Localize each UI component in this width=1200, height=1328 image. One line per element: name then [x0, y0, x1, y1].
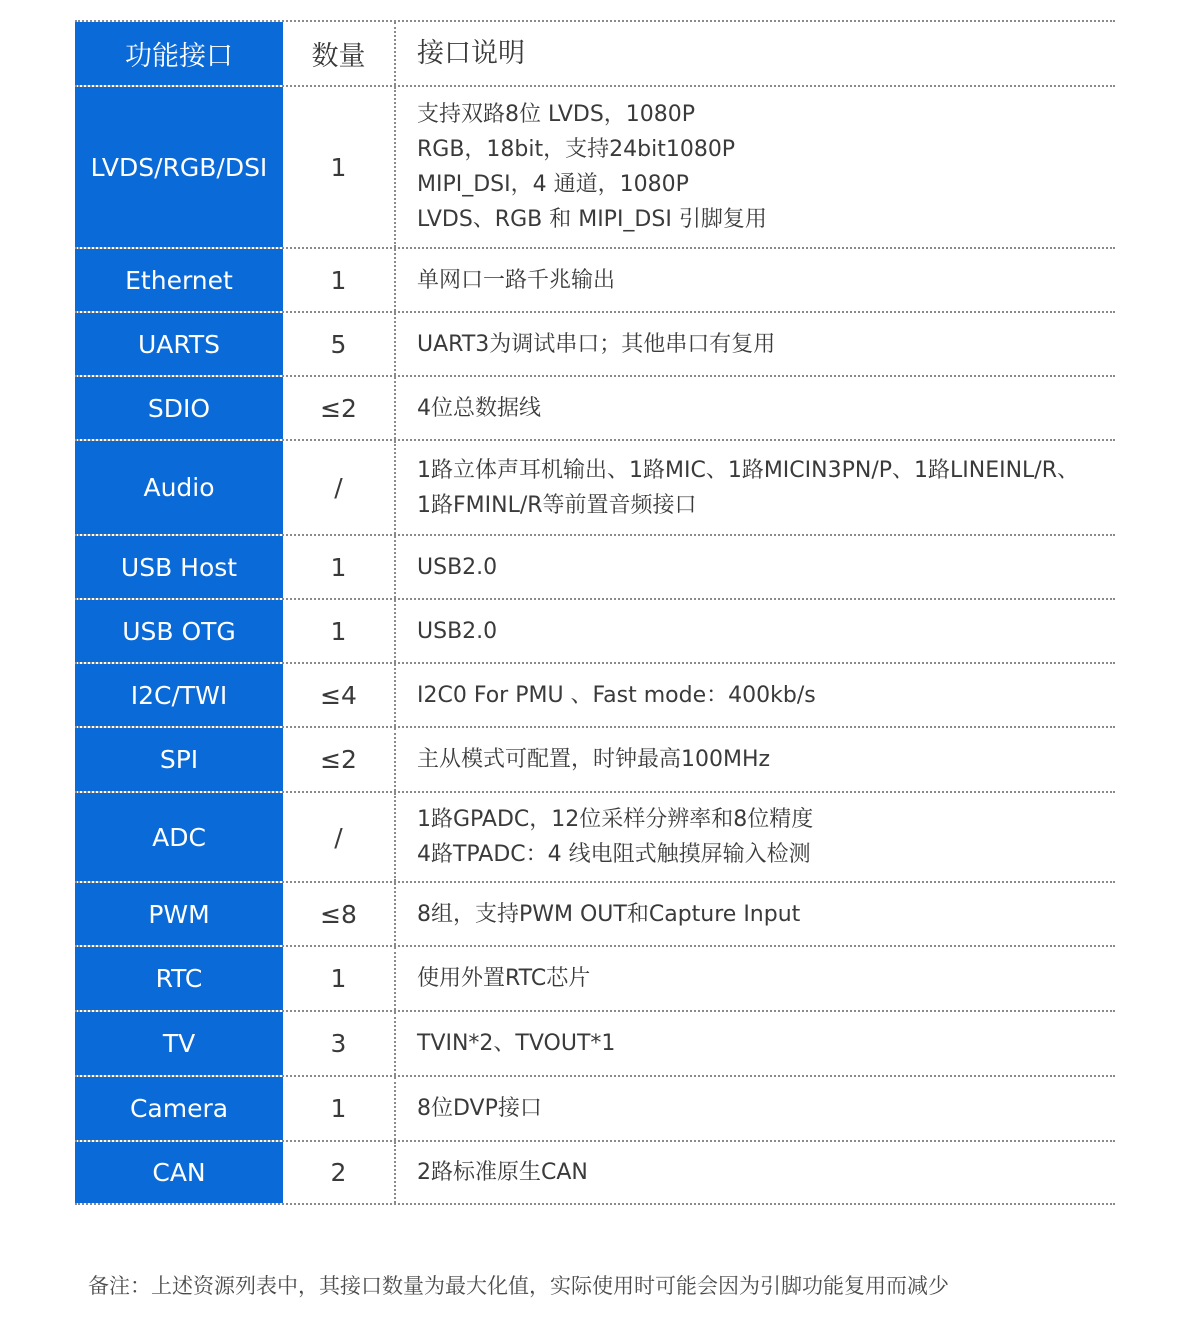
- interface-description: [396, 947, 1115, 1010]
- interface-description: [396, 600, 1115, 662]
- interface-description: [396, 377, 1115, 439]
- interface-count: ≤4: [283, 664, 396, 726]
- interface-description: [396, 249, 1115, 311]
- description-line: TVIN*2、TVOUT*1: [417, 1031, 616, 1056]
- interface-description: [396, 441, 1115, 534]
- interface-description: [396, 536, 1115, 598]
- footnote: 备注：上述资源列表中，其接口数量为最大化值，实际使用时可能会因为引脚功能复用而减少: [88, 1274, 949, 1298]
- table-row: [75, 662, 1115, 726]
- interface-spec-table: [75, 20, 1115, 1205]
- description-line: 单网口一路千兆输出: [417, 267, 616, 293]
- interface-count: 1: [283, 1077, 396, 1140]
- interface-count: /: [283, 441, 396, 534]
- interface-name: USB Host: [75, 536, 283, 598]
- table-row: [75, 1010, 1115, 1075]
- interface-count: ≤2: [283, 377, 396, 439]
- interface-name: Ethernet: [75, 249, 283, 311]
- interface-description: [396, 1077, 1115, 1140]
- table-row: [75, 1140, 1115, 1205]
- interface-count: ≤8: [283, 883, 396, 945]
- interface-description: [396, 1012, 1115, 1075]
- interface-count: ≤2: [283, 728, 396, 791]
- table-row: [75, 726, 1115, 791]
- description-line: RGB，18bit，支持24bit1080P: [417, 137, 736, 162]
- interface-description: [396, 313, 1115, 375]
- interface-description: [396, 87, 1115, 247]
- table-row: [75, 311, 1115, 375]
- description-line: 8位DVP接口: [417, 1096, 542, 1121]
- description-line: 2路标准原生CAN: [417, 1160, 588, 1185]
- description-line: 主从模式可配置，时钟最高100MHz: [417, 747, 771, 772]
- interface-name: TV: [75, 1012, 283, 1075]
- description-line: UART3为调试串口；其他串口有复用: [417, 331, 776, 357]
- description-line: 1路立体声耳机输出、1路MIC、1路MICIN3PN/P、1路LINEINL/R、: [417, 457, 1079, 483]
- interface-name: SPI: [75, 728, 283, 791]
- description-line: 使用外置RTC芯片: [417, 966, 591, 991]
- interface-count: /: [283, 793, 396, 881]
- interface-name: UARTS: [75, 313, 283, 375]
- interface-description: [396, 883, 1115, 945]
- interface-name: Audio: [75, 441, 283, 534]
- table-row: [75, 1075, 1115, 1140]
- interface-count: 1: [283, 87, 396, 247]
- interface-name: RTC: [75, 947, 283, 1010]
- interface-name: PWM: [75, 883, 283, 945]
- description-line: MIPI_DSI，4 通道，1080P: [417, 172, 689, 197]
- description-line: LVDS、RGB 和 MIPI_DSI 引脚复用: [417, 207, 767, 232]
- interface-count: 1: [283, 536, 396, 598]
- table-row: [75, 881, 1115, 945]
- description-line: USB2.0: [417, 618, 498, 644]
- interface-name: LVDS/RGB/DSI: [75, 87, 283, 247]
- table-row: [75, 85, 1115, 247]
- description-line: USB2.0: [417, 554, 498, 580]
- description-line: 1路FMINL/R等前置音频接口: [417, 492, 697, 518]
- description-line: 支持双路8位 LVDS，1080P: [417, 102, 696, 127]
- interface-name: I2C/TWI: [75, 664, 283, 726]
- interface-name: Camera: [75, 1077, 283, 1140]
- interface-count: 1: [283, 947, 396, 1010]
- interface-name: CAN: [75, 1142, 283, 1203]
- header-interface-description: 接口说明: [417, 38, 525, 69]
- interface-count: 2: [283, 1142, 396, 1203]
- interface-count: 1: [283, 600, 396, 662]
- table-row: [75, 534, 1115, 598]
- table-row: [75, 439, 1115, 534]
- interface-description: [396, 1142, 1115, 1203]
- description-line: 8组，支持PWM OUT和Capture Input: [417, 901, 801, 927]
- header-quantity: 数量: [283, 22, 396, 85]
- interface-name: ADC: [75, 793, 283, 881]
- table-row: [75, 598, 1115, 662]
- table-row: [75, 375, 1115, 439]
- table-header-row: [75, 20, 1115, 85]
- interface-description: [396, 728, 1115, 791]
- interface-description: [396, 793, 1115, 881]
- interface-name: SDIO: [75, 377, 283, 439]
- interface-count: 5: [283, 313, 396, 375]
- interface-description: [396, 664, 1115, 726]
- interface-count: 3: [283, 1012, 396, 1075]
- description-line: 1路GPADC，12位采样分辨率和8位精度: [417, 807, 814, 832]
- interface-name: USB OTG: [75, 600, 283, 662]
- description-line: 4位总数据线: [417, 395, 541, 421]
- interface-count: 1: [283, 249, 396, 311]
- table-row: [75, 791, 1115, 881]
- table-row: [75, 247, 1115, 311]
- description-line: 4路TPADC：4 线电阻式触摸屏输入检测: [417, 842, 811, 867]
- description-line: I2C0 For PMU 、Fast mode：400kb/s: [417, 682, 816, 708]
- table-row: [75, 945, 1115, 1010]
- header-function-interface: 功能接口: [75, 22, 283, 85]
